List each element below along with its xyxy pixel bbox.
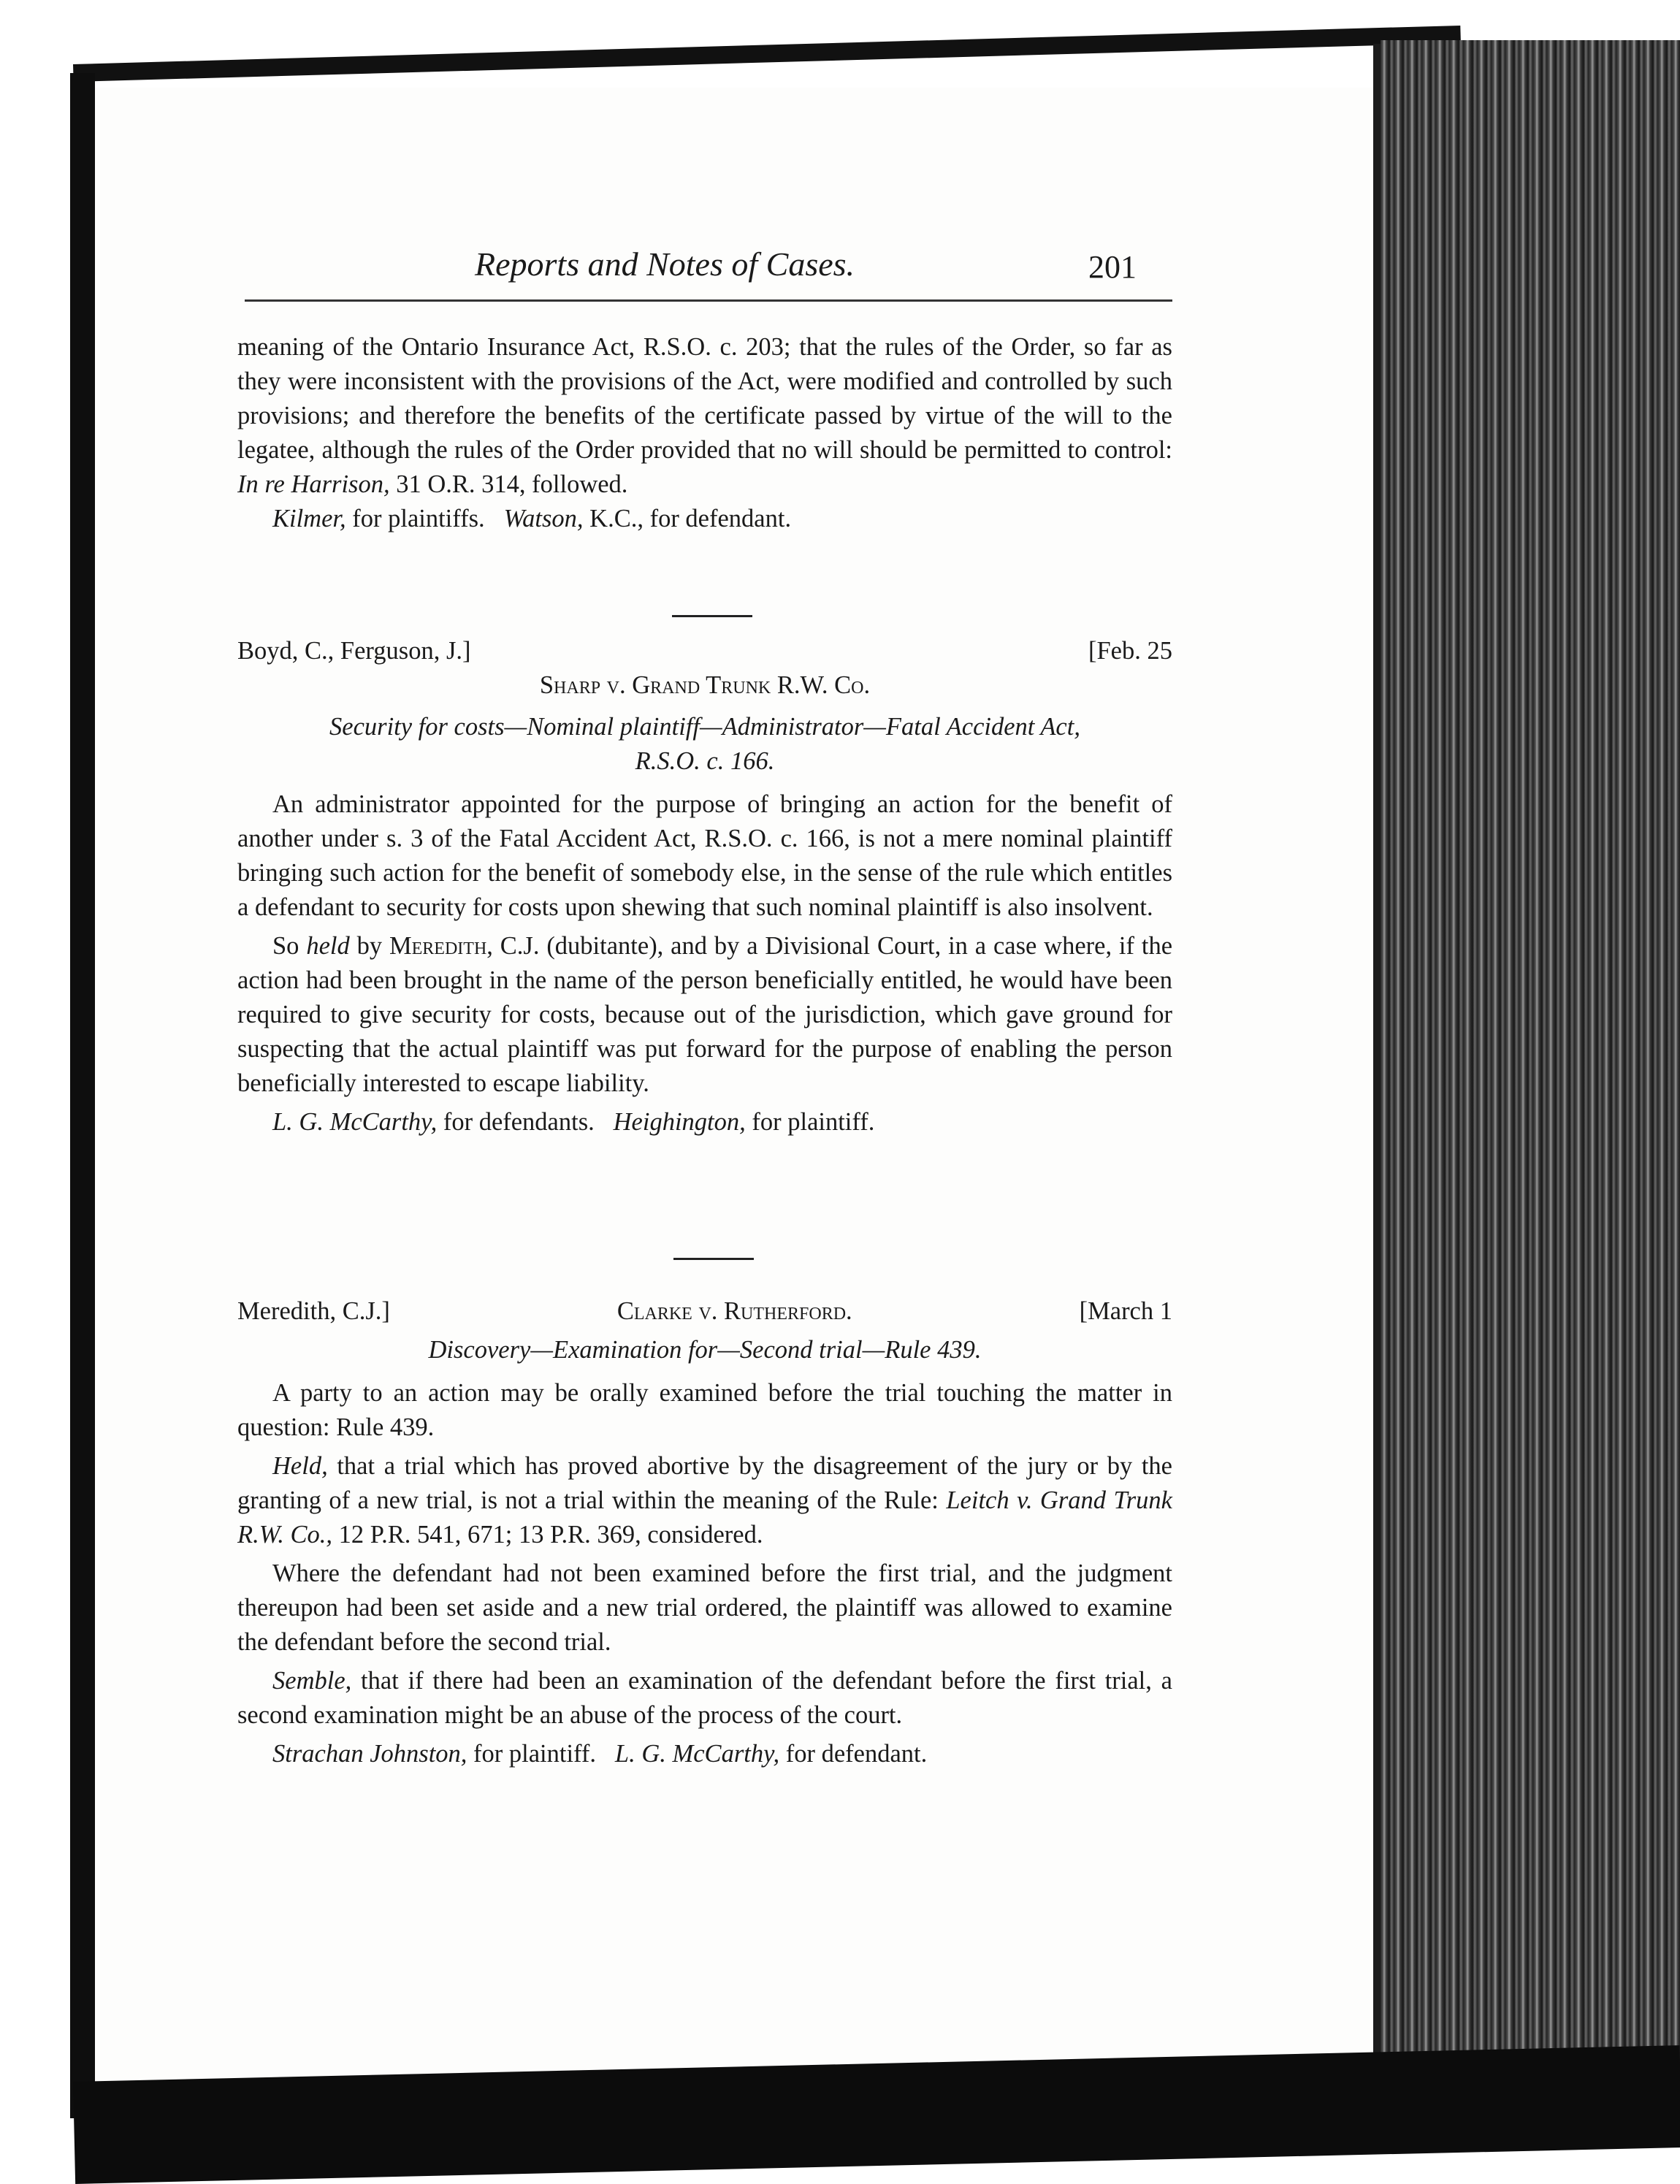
counsel-role: for plaintiff.	[745, 1108, 875, 1136]
counsel-name: Strachan Johnston,	[272, 1740, 467, 1768]
case-date: [March 1	[1079, 1297, 1172, 1325]
case-title: Sharp v. Grand Trunk R.W. Co.	[539, 671, 871, 699]
case-sharp-v-grand-trunk	[237, 634, 1172, 1139]
counsel-role: K.C., for defendant.	[583, 505, 792, 532]
case-title: Clarke v. Rutherford.	[616, 1297, 852, 1325]
counsel-role: for plaintiff.	[467, 1740, 597, 1768]
case-citation: In re Harrison,	[237, 470, 390, 498]
case-headnote: Security for costs—Nominal plaintiff—Administrator—Fatal Accident Act,	[329, 713, 1080, 741]
semble-term: Semble,	[272, 1667, 352, 1695]
continued-paragraph	[237, 330, 1172, 502]
case-paragraph	[237, 1664, 1172, 1733]
counsel-role: for plaintiffs.	[345, 505, 485, 532]
counsel-line	[237, 1737, 1172, 1771]
counsel-role: for defendant.	[779, 1740, 928, 1768]
counsel-name: Kilmer,	[272, 505, 346, 532]
case-paragraph: A party to an action may be orally examined before the trial touching the matter in question: Rule 439.	[237, 1379, 1172, 1441]
counsel-role: for defendants.	[437, 1108, 595, 1136]
case-heading-row	[237, 634, 1172, 668]
text-run: that a trial which has proved abortive by the disagreement of the jury or by the granting of a new trial, is not a trial within the meaning of the Rule:	[237, 1452, 1172, 1514]
counsel-line	[237, 1105, 1172, 1139]
case-headnote-cont: R.S.O. c. 166.	[635, 747, 775, 775]
case-headnote: Discovery—Examination for—Second trial—Rule 439.	[428, 1336, 982, 1364]
judge-name: Meredith	[389, 932, 487, 960]
text-run: So	[272, 932, 307, 960]
scan-border-left	[70, 73, 95, 2118]
case-citation: Leitch v. Grand Trunk R.W. Co.,	[237, 1486, 1172, 1549]
case-date: [Feb. 25	[1088, 637, 1172, 665]
counsel-name: Watson,	[503, 505, 584, 532]
case-heading-row	[237, 1294, 1172, 1329]
case-judges: Meredith, C.J.]	[237, 1297, 390, 1325]
case-paragraph	[237, 1449, 1172, 1552]
case-judges: Boyd, C., Ferguson, J.]	[237, 637, 471, 665]
case-clarke-v-rutherford	[237, 1294, 1172, 1771]
counsel-name: L. G. McCarthy,	[614, 1740, 780, 1768]
text-run: by	[349, 932, 389, 960]
held-term: Held,	[272, 1452, 328, 1480]
text-run: , C.J. (dubitante), and by a Divisional Court, in a case where, if the action had been brought in the name of the person beneficially entitled, he would have been required to give security for costs, because out of the jurisdiction, which gave ground for suspecting that the actual plaintiff was put forward for the purpose of enabling the person beneficially interested to escape liability.	[237, 932, 1173, 1097]
continued-case	[237, 330, 1172, 536]
running-header-title: Reports and Notes of Cases.	[475, 245, 855, 283]
case-paragraph	[237, 929, 1172, 1101]
section-divider	[672, 615, 752, 617]
case-paragraph: Where the defendant had not been examined before the first trial, and the judgment thereupon had been set aside and a new trial ordered, the plaintiff was allowed to examine the defendant before the second trial.	[237, 1559, 1172, 1656]
text-run: 12 P.R. 541, 671; 13 P.R. 369, considered.	[332, 1521, 763, 1549]
held-term: held	[306, 932, 350, 960]
case-paragraph: An administrator appointed for the purpose of bringing an action for the benefit of another under s. 3 of the Fatal Accident Act, R.S.O. c. 166, is not a mere nominal plaintiff bringing such action for the benefit of somebody else, in the sense of the rule which entitles a defendant to security for costs upon shewing that such nominal plaintiff is also insolvent.	[237, 790, 1172, 921]
book-spine	[1381, 40, 1680, 2129]
page-number: 201	[1088, 249, 1137, 285]
counsel-name: L. G. McCarthy,	[272, 1108, 438, 1136]
citation-reference: 31 O.R. 314, followed.	[389, 470, 628, 498]
header-rule	[245, 299, 1172, 302]
counsel-line	[237, 502, 1172, 536]
text-run: that if there had been an examination of the defendant before the first trial, a second examination might be an abuse of the process of the court.	[237, 1667, 1172, 1729]
section-divider	[673, 1258, 754, 1260]
continued-text: meaning of the Ontario Insurance Act, R.S.O. c. 203; that the rules of the Order, so far as they were inconsistent with the provisions of the Act, were modified and controlled by such provisions; and therefore the benefits of the certificate passed by virtue of the will to the legatee, although the rules of the Order provided that no will should be permitted to control:	[237, 333, 1172, 464]
counsel-name: Heighington,	[613, 1108, 746, 1136]
